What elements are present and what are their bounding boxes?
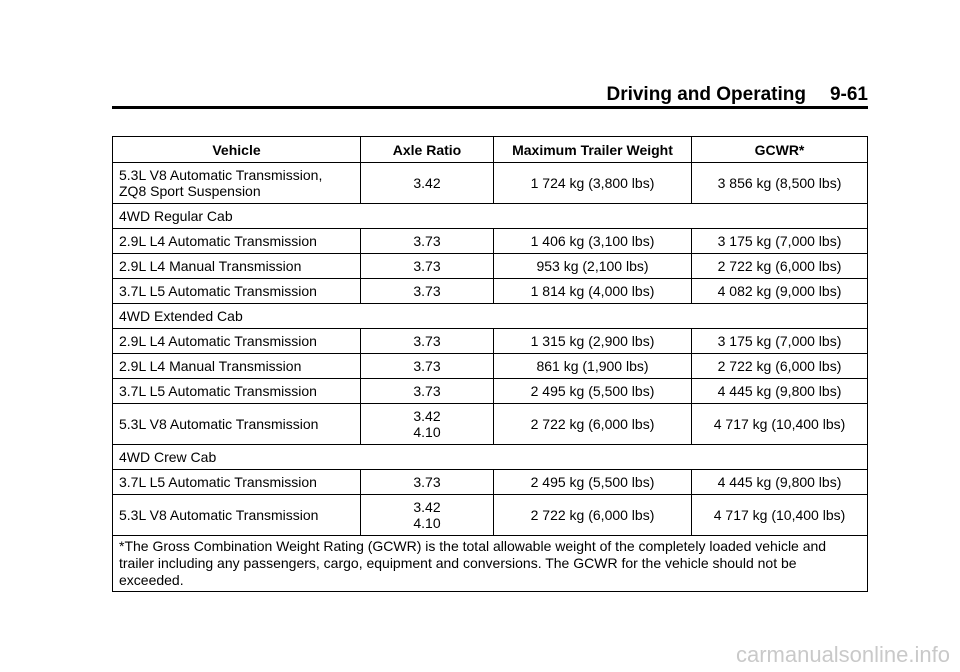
column-header-axle-ratio: Axle Ratio — [361, 137, 494, 163]
section-label: 4WD Regular Cab — [113, 204, 868, 229]
vehicle-line: 2.9L L4 Manual Transmission — [119, 258, 302, 274]
vehicle-cell — [113, 279, 361, 304]
max-trailer-weight-cell: 1 814 kg (4,000 lbs) — [494, 279, 692, 304]
vehicle-cell — [113, 404, 361, 445]
vehicle-line: 3.7L L5 Automatic Transmission — [119, 383, 317, 399]
axle-ratio-value: 4.10 — [413, 515, 441, 531]
axle-ratio-cell — [361, 329, 494, 354]
vehicle-line: ZQ8 Sport Suspension — [119, 183, 261, 199]
vehicle-cell — [113, 163, 361, 204]
max-trailer-weight-cell: 2 722 kg (6,000 lbs) — [494, 404, 692, 445]
gcwr-cell: 4 445 kg (9,800 lbs) — [692, 379, 868, 404]
axle-ratio-cell — [361, 404, 494, 445]
vehicle-line: 3.7L L5 Automatic Transmission — [119, 283, 317, 299]
table-header-row — [113, 137, 868, 163]
page-number: 9-61 — [829, 84, 868, 105]
table-row — [113, 379, 868, 404]
vehicle-line: 5.3L V8 Automatic Transmission — [119, 416, 319, 432]
axle-ratio-cell — [361, 163, 494, 204]
footnote-row — [113, 536, 868, 592]
axle-ratio-value: 3.73 — [413, 233, 441, 249]
column-header-vehicle: Vehicle — [113, 137, 361, 163]
vehicle-line: 3.7L L5 Automatic Transmission — [119, 474, 317, 490]
table-row — [113, 163, 868, 204]
table-row — [113, 495, 868, 536]
gcwr-cell: 3 175 kg (7,000 lbs) — [692, 229, 868, 254]
axle-ratio-value: 3.42 — [413, 499, 441, 515]
vehicle-cell — [113, 379, 361, 404]
gcwr-cell: 3 175 kg (7,000 lbs) — [692, 329, 868, 354]
section-label: 4WD Crew Cab — [113, 445, 868, 470]
axle-ratio-value: 4.10 — [413, 424, 441, 440]
vehicle-cell — [113, 354, 361, 379]
axle-ratio-cell — [361, 495, 494, 536]
table-section-row — [113, 304, 868, 329]
vehicle-cell — [113, 470, 361, 495]
max-trailer-weight-cell: 2 722 kg (6,000 lbs) — [494, 495, 692, 536]
axle-ratio-cell — [361, 470, 494, 495]
gcwr-cell: 4 445 kg (9,800 lbs) — [692, 470, 868, 495]
max-trailer-weight-cell: 1 315 kg (2,900 lbs) — [494, 329, 692, 354]
vehicle-cell — [113, 229, 361, 254]
max-trailer-weight-cell: 2 495 kg (5,500 lbs) — [494, 379, 692, 404]
footnote: *The Gross Combination Weight Rating (GCWR) is the total allowable weight of the completely loaded vehicle and trailer including any passengers, cargo, equipment and conversions. The GCWR for the vehicle should not be exceeded. — [113, 536, 868, 592]
axle-ratio-value: 3.73 — [413, 474, 441, 490]
axle-ratio-cell — [361, 229, 494, 254]
table-row — [113, 470, 868, 495]
vehicle-cell — [113, 254, 361, 279]
trailer-weight-table — [112, 136, 868, 592]
column-header-max-trailer-weight: Maximum Trailer Weight — [494, 137, 692, 163]
vehicle-cell — [113, 495, 361, 536]
gcwr-cell: 4 717 kg (10,400 lbs) — [692, 404, 868, 445]
table-row — [113, 354, 868, 379]
table-section-row — [113, 445, 868, 470]
watermark: carmanualsonline.info — [735, 642, 950, 667]
axle-ratio-value: 3.73 — [413, 358, 441, 374]
max-trailer-weight-cell: 953 kg (2,100 lbs) — [494, 254, 692, 279]
max-trailer-weight-cell: 861 kg (1,900 lbs) — [494, 354, 692, 379]
axle-ratio-cell — [361, 354, 494, 379]
axle-ratio-cell — [361, 254, 494, 279]
vehicle-cell — [113, 329, 361, 354]
axle-ratio-value: 3.42 — [413, 408, 441, 424]
table-row — [113, 229, 868, 254]
vehicle-line: 5.3L V8 Automatic Transmission, — [119, 167, 323, 183]
table-row — [113, 404, 868, 445]
gcwr-cell: 2 722 kg (6,000 lbs) — [692, 354, 868, 379]
table-row — [113, 254, 868, 279]
section-title: Driving and Operating — [606, 84, 806, 105]
max-trailer-weight-cell: 2 495 kg (5,500 lbs) — [494, 470, 692, 495]
table-row — [113, 329, 868, 354]
gcwr-cell: 3 856 kg (8,500 lbs) — [692, 163, 868, 204]
section-label: 4WD Extended Cab — [113, 304, 868, 329]
max-trailer-weight-cell: 1 724 kg (3,800 lbs) — [494, 163, 692, 204]
axle-ratio-value: 3.73 — [413, 258, 441, 274]
table-row — [113, 279, 868, 304]
axle-ratio-cell — [361, 279, 494, 304]
vehicle-line: 5.3L V8 Automatic Transmission — [119, 507, 319, 523]
vehicle-line: 2.9L L4 Manual Transmission — [119, 358, 302, 374]
vehicle-line: 2.9L L4 Automatic Transmission — [119, 233, 317, 249]
column-header-gcwr: GCWR* — [692, 137, 868, 163]
vehicle-line: 2.9L L4 Automatic Transmission — [119, 333, 317, 349]
max-trailer-weight-cell: 1 406 kg (3,100 lbs) — [494, 229, 692, 254]
table-body — [113, 163, 868, 536]
table-section-row — [113, 204, 868, 229]
axle-ratio-value: 3.73 — [413, 283, 441, 299]
axle-ratio-value: 3.73 — [413, 383, 441, 399]
page-header — [112, 80, 868, 109]
axle-ratio-cell — [361, 379, 494, 404]
gcwr-cell: 2 722 kg (6,000 lbs) — [692, 254, 868, 279]
gcwr-cell: 4 082 kg (9,000 lbs) — [692, 279, 868, 304]
axle-ratio-value: 3.73 — [413, 333, 441, 349]
axle-ratio-value: 3.42 — [413, 175, 441, 191]
gcwr-cell: 4 717 kg (10,400 lbs) — [692, 495, 868, 536]
